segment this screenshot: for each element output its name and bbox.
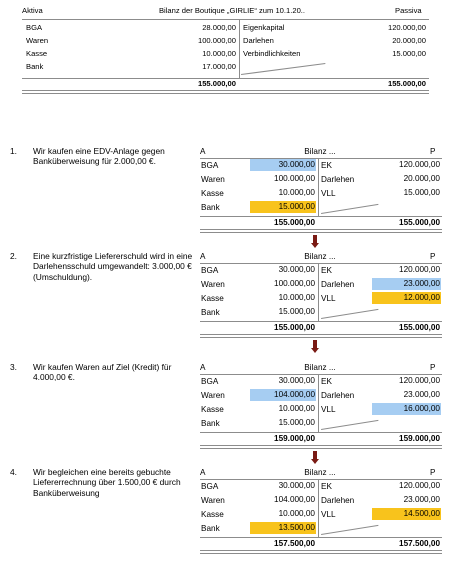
right-row-label: Darlehen <box>243 36 274 45</box>
mini-center-divider <box>318 159 319 216</box>
mini-left-label: Waren <box>201 391 225 400</box>
mini-total-left: 159.000,00 <box>274 434 315 443</box>
mini-aktiva-label: A <box>200 252 206 261</box>
mini-left-value: 100.000,00 <box>274 174 315 183</box>
mini-left-value: 100.000,00 <box>274 279 315 288</box>
step-description: Wir begleichen eine bereits gebuchte Liefererrechnung über 1.500,00 € durch Banküberweisung <box>33 467 181 498</box>
mini-passiva-label: P <box>430 363 436 372</box>
down-arrow-icon <box>311 235 319 248</box>
mini-left-label: Waren <box>201 496 225 505</box>
right-row-value: 20.000,00 <box>392 36 426 45</box>
mini-left-label: BGA <box>201 266 219 275</box>
mini-total-right: 155.000,00 <box>399 323 440 332</box>
mini-left-label: BGA <box>201 161 219 170</box>
step-number: 3. <box>10 362 17 372</box>
mini-right-value: 16.000,00 <box>372 403 441 415</box>
mini-left-label: BGA <box>201 482 219 491</box>
mini-total-right: 159.000,00 <box>399 434 440 443</box>
mini-left-value: 10.000,00 <box>278 404 315 413</box>
mini-filler-line <box>321 309 378 319</box>
left-row-value: 10.000,00 <box>202 49 236 58</box>
right-row-value: 120.000,00 <box>387 23 426 32</box>
step-description: Wir kaufen Waren auf Ziel (Kredit) für 4.000,00 €. <box>33 362 172 383</box>
mini-left-value: 30.000,00 <box>250 159 316 171</box>
down-arrow-icon <box>311 451 319 464</box>
mini-right-value: 120.000,00 <box>399 376 440 385</box>
mini-left-label: Bank <box>201 419 220 428</box>
left-row-label: BGA <box>26 23 43 32</box>
mini-total-left: 155.000,00 <box>274 218 315 227</box>
mini-left-value: 13.500,00 <box>250 522 316 534</box>
double-rule <box>22 90 429 94</box>
mini-left-value: 30.000,00 <box>278 376 315 385</box>
mini-double-rule <box>200 445 442 449</box>
mini-total-right: 155.000,00 <box>399 218 440 227</box>
mini-left-value: 10.000,00 <box>278 509 315 518</box>
mini-left-label: Waren <box>201 175 225 184</box>
mini-right-value: 20.000,00 <box>403 174 440 183</box>
mini-balance-title: Bilanz ... <box>304 468 336 477</box>
mini-left-value: 30.000,00 <box>278 481 315 490</box>
mini-left-value: 15.000,00 <box>278 418 315 427</box>
mini-left-value: 15.000,00 <box>278 307 315 316</box>
mini-left-label: Kasse <box>201 294 224 303</box>
step-description: Eine kurzfristige Liefererschuld wird in eine Darlehensschuld umgewandelt: 3.000,00 € (Umschuldung). <box>33 251 193 282</box>
mini-right-label: Darlehen <box>321 391 355 400</box>
mini-right-value: 15.000,00 <box>403 188 440 197</box>
mini-balance-title: Bilanz ... <box>304 363 336 372</box>
mini-right-value: 120.000,00 <box>399 481 440 490</box>
mini-right-value: 23.000,00 <box>403 390 440 399</box>
right-row-label: Eigenkapital <box>243 23 285 32</box>
passiva-label: Passiva <box>395 6 422 15</box>
mini-passiva-label: P <box>430 147 436 156</box>
total-right: 155.000,00 <box>387 79 426 88</box>
mini-right-label: VLL <box>321 189 336 198</box>
mini-left-label: Kasse <box>201 189 224 198</box>
mini-left-label: Kasse <box>201 405 224 414</box>
step-number: 4. <box>10 467 17 477</box>
mini-left-label: BGA <box>201 377 219 386</box>
mini-aktiva-label: A <box>200 468 206 477</box>
mini-right-label: Darlehen <box>321 280 355 289</box>
mini-left-value: 15.000,00 <box>250 201 316 213</box>
aktiva-label: Aktiva <box>22 6 43 15</box>
step-description: Wir kaufen eine EDV-Anlage gegen Banküberweisung für 2.000,00 €. <box>33 146 165 167</box>
left-row-value: 28.000,00 <box>202 23 236 32</box>
mini-balance-title: Bilanz ... <box>304 147 336 156</box>
mini-balance-title: Bilanz ... <box>304 252 336 261</box>
balance-filler-line <box>241 63 325 75</box>
mini-total-right: 157.500,00 <box>399 539 440 548</box>
mini-right-value: 23.000,00 <box>372 278 441 290</box>
mini-right-label: VLL <box>321 294 336 303</box>
mini-right-label: EK <box>321 482 332 491</box>
mini-center-divider <box>318 264 319 321</box>
mini-right-value: 120.000,00 <box>399 265 440 274</box>
mini-passiva-label: P <box>430 252 436 261</box>
mini-right-value: 14.500,00 <box>372 508 441 520</box>
mini-center-divider <box>318 480 319 537</box>
mini-right-label: VLL <box>321 405 336 414</box>
right-row-label: Verbindlichkeiten <box>243 49 301 58</box>
mini-left-label: Waren <box>201 280 225 289</box>
mini-double-rule <box>200 550 442 554</box>
balance-title: Bilanz der Boutique „GIRLIE“ zum 10.1.20.. <box>158 6 306 15</box>
mini-right-label: VLL <box>321 510 336 519</box>
left-row-label: Kasse <box>26 49 48 58</box>
mini-center-divider <box>318 375 319 432</box>
left-row-value: 17.000,00 <box>202 62 236 71</box>
mini-double-rule <box>200 229 442 233</box>
mini-left-value: 10.000,00 <box>278 188 315 197</box>
mini-passiva-label: P <box>430 468 436 477</box>
mini-left-label: Bank <box>201 308 220 317</box>
total-left: 155.000,00 <box>197 79 236 88</box>
step-number: 2. <box>10 251 17 261</box>
mini-filler-line <box>321 525 378 535</box>
mini-right-value: 12.000,00 <box>372 292 441 304</box>
right-row-value: 15.000,00 <box>392 49 426 58</box>
left-row-value: 100.000,00 <box>197 36 236 45</box>
mini-right-value: 23.000,00 <box>403 495 440 504</box>
step-number: 1. <box>10 146 17 156</box>
mini-left-label: Kasse <box>201 510 224 519</box>
mini-filler-line <box>321 204 378 214</box>
mini-left-label: Bank <box>201 203 220 212</box>
left-row-label: Waren <box>26 36 49 45</box>
left-row-label: Bank <box>26 62 44 71</box>
mini-total-left: 157.500,00 <box>274 539 315 548</box>
mini-right-label: Darlehen <box>321 496 355 505</box>
mini-double-rule <box>200 334 442 338</box>
mini-left-label: Bank <box>201 524 220 533</box>
mini-right-label: Darlehen <box>321 175 355 184</box>
down-arrow-icon <box>311 340 319 353</box>
center-divider <box>239 20 240 78</box>
header-rule <box>22 19 429 20</box>
mini-right-value: 120.000,00 <box>399 160 440 169</box>
mini-total-left: 155.000,00 <box>274 323 315 332</box>
mini-aktiva-label: A <box>200 363 206 372</box>
mini-aktiva-label: A <box>200 147 206 156</box>
mini-left-value: 104.000,00 <box>250 389 316 401</box>
mini-right-label: EK <box>321 377 332 386</box>
mini-left-value: 10.000,00 <box>278 293 315 302</box>
mini-left-value: 30.000,00 <box>278 265 315 274</box>
mini-right-label: EK <box>321 161 332 170</box>
mini-filler-line <box>321 420 378 430</box>
mini-right-label: EK <box>321 266 332 275</box>
mini-left-value: 104.000,00 <box>274 495 315 504</box>
